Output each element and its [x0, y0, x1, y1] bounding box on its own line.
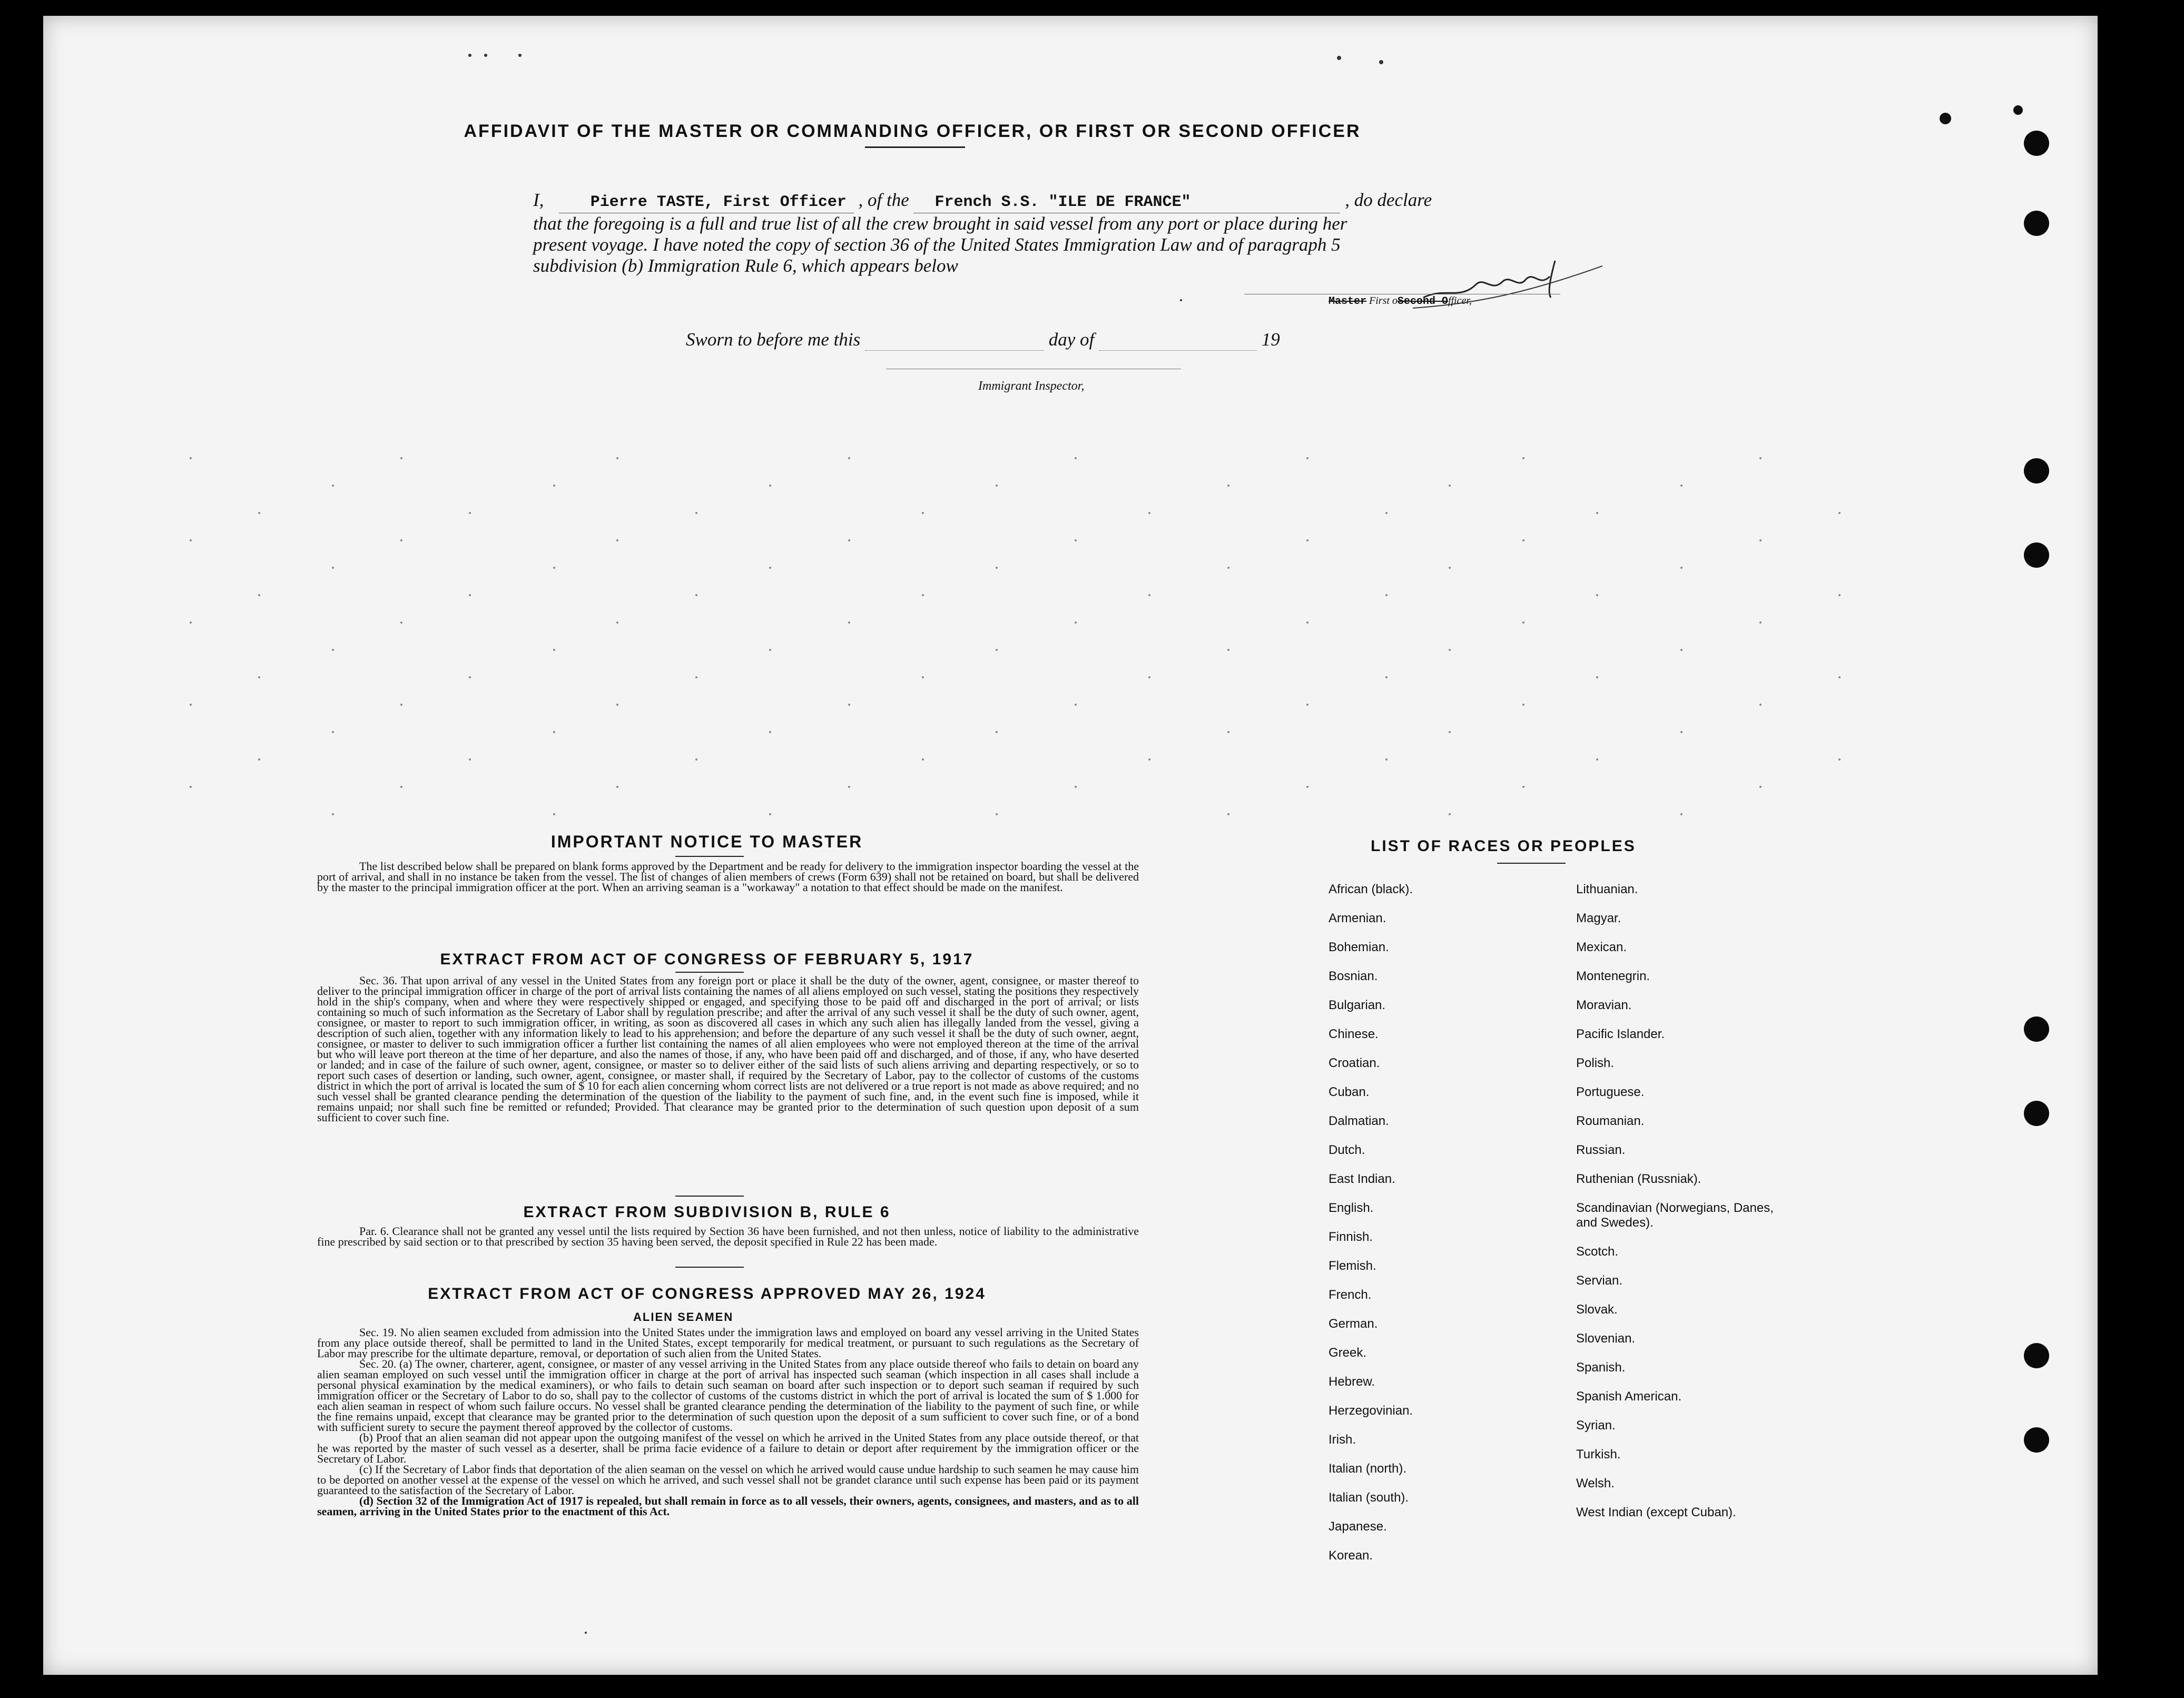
race-item: Herzegovinian.	[1329, 1404, 1413, 1418]
extract-1924-heading: EXTRACT FROM ACT OF CONGRESS APPROVED MAY 26, 1924	[428, 1285, 986, 1302]
race-item: Dutch.	[1329, 1143, 1365, 1157]
race-item: Portuguese.	[1576, 1085, 1645, 1099]
rule6-divider	[675, 1267, 744, 1268]
inspector-caption: Immigrant Inspector,	[978, 379, 1085, 393]
sec-20b-paragraph: (b) Proof that an alien seaman did not appear upon the outgoing manifest of the vessel on which he arrived in the United States from any place outside thereof, or that he was reported by the master of such vessel as a deserter, shall be prima facie evidence of a failure to detain or deport after requirement by the immigration officer or the Secretary of Labor.	[317, 1431, 1139, 1465]
race-item: West Indian (except Cuban).	[1576, 1505, 1736, 1519]
race-item: Bulgarian.	[1329, 998, 1386, 1012]
race-item: East Indian.	[1329, 1172, 1395, 1186]
race-item: Slovak.	[1576, 1302, 1618, 1317]
race-item: Pacific Islander.	[1576, 1027, 1665, 1041]
race-item: Finnish.	[1329, 1230, 1373, 1244]
race-item: Spanish American.	[1576, 1389, 1682, 1404]
affidavit-title: AFFIDAVIT OF THE MASTER OR COMMANDING OFFICER, OR FIRST OR SECOND OFFICER	[464, 121, 1361, 141]
race-item: Servian.	[1576, 1274, 1623, 1288]
race-item: Cuban.	[1329, 1085, 1370, 1099]
race-item: Bohemian.	[1329, 940, 1389, 954]
race-item: Hebrew.	[1329, 1375, 1375, 1389]
race-item: Mexican.	[1576, 940, 1627, 954]
race-item: Croatian.	[1329, 1056, 1380, 1070]
notice-body	[317, 861, 1139, 893]
race-item: Magyar.	[1576, 911, 1621, 925]
race-item: Dalmatian.	[1329, 1114, 1389, 1128]
races-heading: LIST OF RACES OR PEOPLES	[1371, 837, 1636, 855]
sig-strike-master: Master	[1329, 295, 1367, 308]
sworn-day-of: day of	[1048, 329, 1095, 350]
sworn-month-blank	[1099, 329, 1257, 351]
ditto-marks-area	[101, 437, 2092, 837]
declaration-line-1	[533, 190, 1618, 213]
officer-name: Pierre TASTE, First Officer	[559, 192, 854, 213]
decl-do-declare: , do declare	[1345, 190, 1432, 210]
decl-of-the: , of the	[858, 190, 909, 210]
race-item: Chinese.	[1329, 1027, 1379, 1041]
race-item: Polish.	[1576, 1056, 1615, 1070]
notice-paragraph: The list described below shall be prepared on blank forms approved by the Department and be ready for delivery to the immigration inspector boarding the vessel at the port of arrival, and shall in no instance be taken from the vessel. The list of changes of alien members of crews (Form 639) shall not be retained on board, but shall be delivered by the master to the principal immigration officer at the port. When an arriving seaman is a "workaway" a notation to that effect should be made on the manifest.	[317, 860, 1139, 894]
sig-first: First o	[1369, 295, 1398, 307]
declaration-line-2: that the foregoing is a full and true list of all the crew brought in said vessel from any port or place during her	[533, 213, 1347, 234]
extract-1917-divider	[675, 972, 744, 973]
sworn-line	[686, 329, 1280, 351]
sec-20d-paragraph: (d) Section 32 of the Immigration Act of 1917 is repealed, but shall remain in force as to all vessels, their owners, agents, consignees, and masters, and as to all seamen, arriving in the United States prior to the enactment of this Act.	[317, 1494, 1139, 1518]
race-item: German.	[1329, 1317, 1378, 1331]
document-page	[43, 16, 2098, 1675]
signature-caption	[1329, 295, 1472, 308]
extract-1924-body	[317, 1327, 1139, 1517]
race-item: Italian (north).	[1329, 1462, 1407, 1476]
race-item: African (black).	[1329, 882, 1413, 896]
race-item: Turkish.	[1576, 1447, 1621, 1462]
sworn-day-blank	[865, 329, 1044, 351]
par-6-paragraph: Par. 6. Clearance shall not be granted any vessel until the lists required by Section 36 have been furnished, and not then unless, notice of liability to the administrative fine prescribed by said section or to that prescribed by section 35 having been served, the deposit specified in Rule 22 has been made.	[317, 1225, 1139, 1248]
sworn-year: 19	[1261, 329, 1280, 350]
declaration-line-4: subdivision (b) Immigration Rule 6, which appears below	[533, 255, 958, 276]
race-item: Ruthenian (Russniak).	[1576, 1172, 1701, 1186]
race-item: Spanish.	[1576, 1360, 1626, 1375]
sec-19-paragraph: Sec. 19. No alien seamen excluded from admission into the United States under the immigration laws and employed on board any vessel arriving in the United States from any place outside thereof, shall be permitted to land in the United States, except temporarily for medical treatment, or pursuant to such regulations as the Secretary of Labor may prescribe for the ultimate departure, removal, or deportation of such alien from the United States.	[317, 1326, 1139, 1360]
race-item: Syrian.	[1576, 1418, 1616, 1433]
sig-officer: fficer,	[1448, 295, 1472, 307]
race-item: Lithuanian.	[1576, 882, 1638, 896]
sworn-text: Sworn to before me this	[686, 329, 861, 350]
sec-36-paragraph: Sec. 36. That upon arrival of any vessel in the United States from any foreign port or place it shall be the duty of the owner, agent, consignee, or master thereof to deliver to the principal immigration officer in charge of the port of arrival lists containing the names of all aliens employed on such vessel, stating the positions they respectively hold in the ship's company, when and where they were respectively shipped or engaged, and specifying those to be paid off and discharged in the port of arrival; or lists containing so much of such information as the Secretary of Labor shall by regulation prescribe; and after the arrival of any such vessel it shall be the duty of such owner, agent, consignee, or master to report to such immigration officer, in writing, as soon as discovered all cases in which any such alien has illegally landed from the vessel, giving a description of such alien, together with any information likely to lead to his apprehension; and before the departure of any such vessel it shall be the duty of such owner, aegnt, consignee, or master to deliver to such immigration officer a further list containing the names of all alien employees who were not employed thereon at the time of the arrival but who will leave port thereon at the time of her departure, and also the names of those, if any, who have been paid off and discharged, and of those, if any, who have deserted or landed; and in case of the failure of such owner, agent, consignee, or master so to deliver either of the said lists of such aliens arriving and departing respectively, or so to report such cases of desertion or landing, such owner, agent, consignee, or master shall, if required by the Secretary of Labor, pay to the collector of customs of the customs district in which the port of arrival is located the sum of $ 10 for each alien concerning whom correct lists are not delivered or a true report is not made as above required; and no such vessel shall be granted clearance pending the determination of the question of the liability to the payment of such fine, and, in the event such fine is imposed, while it remains unpaid; nor shall such fine be remitted or refunded; Provided. That clearance may be granted prior to the determination of such question upon deposit of a sum sufficient to cover such fine.	[317, 974, 1139, 1124]
extract-1917-heading: EXTRACT FROM ACT OF CONGRESS OF FEBRUARY 5, 1917	[440, 951, 974, 968]
race-item: Russian.	[1576, 1143, 1626, 1157]
rule6-body	[317, 1226, 1139, 1247]
race-item: Irish.	[1329, 1433, 1356, 1447]
notice-heading: IMPORTANT NOTICE TO MASTER	[550, 832, 863, 851]
race-item: Roumanian.	[1576, 1114, 1645, 1128]
sec-20a-paragraph: Sec. 20. (a) The owner, charterer, agent, consignee, or master of any vessel arriving in the United States from any place outside thereof who fails to detain on board any alien seaman employed on such vessel until the immigration officer in charge at the port of arrival has inspected such seaman (which inspection in all cases shall include a personal physical examination by the medical examiners), or who fails to detain such seaman on board after such inspection or to deport such seaman if required by such immigration officer or the Secretary of Labor to do so, shall pay to the collector of customs of the customs district in which the port of arrival is located the sum of $ 1.000 for each alien seaman in respect of whom such failure occurs. No vessel shall be granted clearance pending the determination of the liability to the payment of such fine, or while the fine remains unpaid, except that clearance may be granted prior to the determination of such question upon the deposit of a sum sufficient to cover such fine, or of a bond with sufficient surety to secure the payment thereof approved by the collector of customs.	[317, 1357, 1139, 1434]
race-item: Welsh.	[1576, 1476, 1615, 1490]
race-item: Japanese.	[1329, 1519, 1387, 1534]
rule6-heading: EXTRACT FROM SUBDIVISION B, RULE 6	[523, 1203, 891, 1221]
race-item: Greek.	[1329, 1346, 1367, 1360]
declaration-line-3: present voyage. I have noted the copy of section 36 of the United States Immigration Law and of paragraph 5	[533, 234, 1341, 255]
vessel-name: French S.S. "ILE DE FRANCE"	[913, 192, 1340, 213]
race-item: Korean.	[1329, 1548, 1373, 1563]
race-item: Montenegrin.	[1576, 969, 1650, 983]
race-item: English.	[1329, 1201, 1374, 1215]
race-item: Flemish.	[1329, 1259, 1376, 1273]
title-divider	[865, 146, 965, 148]
extract-1917-body	[317, 975, 1139, 1123]
sec-20c-paragraph: (c) If the Secretary of Labor finds that deportation of the alien seaman on the vessel on which he arrived would cause undue hardship to such seamen he may cause him to be deported on another vessel at the expense of the vessel on which he arrived, and such vessel shall not be grandet clarance until such expense has been paid or its payment guaranteed to the satisfaction of the Secretary of Labor.	[317, 1463, 1139, 1497]
race-item: Moravian.	[1576, 998, 1632, 1012]
race-item: Italian (south).	[1329, 1490, 1409, 1505]
race-item: Slovenian.	[1576, 1331, 1636, 1346]
race-item: French.	[1329, 1288, 1372, 1302]
race-item: Scotch.	[1576, 1245, 1619, 1259]
race-item: Armenian.	[1329, 911, 1386, 925]
alien-seamen-subheading: ALIEN SEAMEN	[633, 1310, 734, 1324]
race-item: Bosnian.	[1329, 969, 1378, 983]
decl-i: I,	[533, 190, 544, 210]
races-divider	[1497, 863, 1566, 864]
rule6-top-divider	[675, 1196, 744, 1197]
sig-strike-second: Second O	[1397, 295, 1448, 308]
notice-divider	[675, 856, 744, 857]
race-item: Scandinavian (Norwegians, Danes, and Swedes).	[1576, 1201, 1774, 1230]
